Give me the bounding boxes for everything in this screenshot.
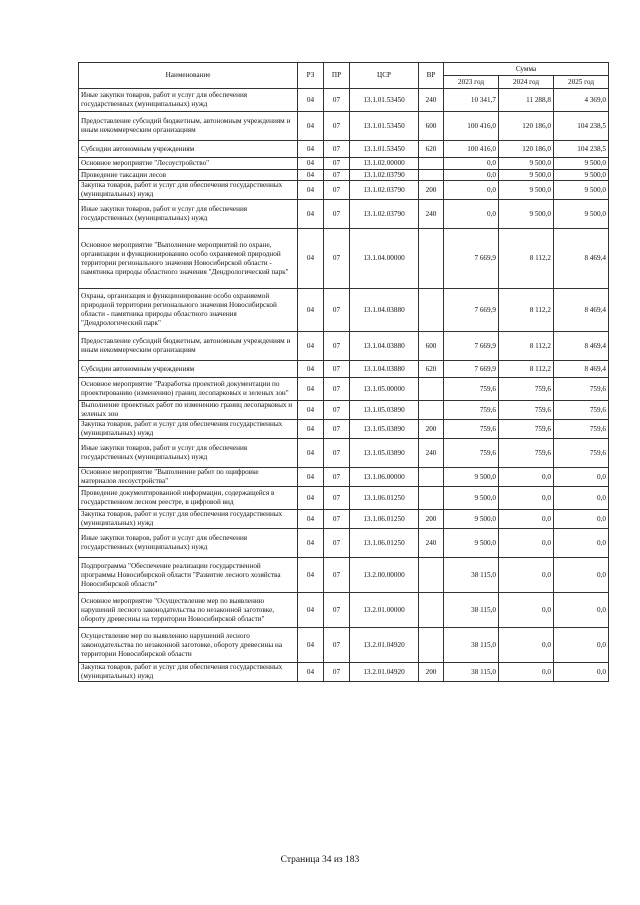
table-row: [79, 181, 609, 200]
cell-sum-2024: 120 186,0: [499, 141, 554, 158]
cell-sum-2025: 8 469,4: [554, 289, 609, 332]
cell-rz: 04: [298, 200, 324, 229]
cell-sum-2025: 9 500,0: [554, 200, 609, 229]
cell-sum-2023: 7 669,9: [444, 361, 499, 378]
cell-sum-2024: 0,0: [499, 487, 554, 510]
cell-sum-2023: 759,6: [444, 439, 499, 468]
cell-pr: 07: [324, 158, 350, 170]
cell-pr: 07: [324, 89, 350, 112]
cell-sum-2023: 100 416,0: [444, 141, 499, 158]
cell-pr: 07: [324, 628, 350, 663]
cell-name: Субсидии автономным учреждениям: [79, 361, 298, 378]
cell-pr: 07: [324, 439, 350, 468]
cell-csr: 13.1.05.03890: [350, 420, 419, 439]
cell-sum-2025: 759,6: [554, 378, 609, 401]
table-row: [79, 487, 609, 510]
cell-sum-2024: 11 288,8: [499, 89, 554, 112]
cell-name: Иные закупки товаров, работ и услуг для обеспечения государственных (муниципальных) нужд: [79, 439, 298, 468]
header-year-2024: 2024 год: [499, 76, 554, 89]
budget-table: [78, 62, 609, 682]
cell-sum-2024: 8 112,2: [499, 332, 554, 361]
cell-sum-2023: 0,0: [444, 181, 499, 200]
table-row: [79, 229, 609, 289]
cell-sum-2023: 9 500,0: [444, 529, 499, 558]
cell-csr: 13.1.05.03890: [350, 401, 419, 420]
cell-rz: 04: [298, 181, 324, 200]
cell-name: Основное мероприятие "Выполнение работ по оцифровке материалов лесоустройства": [79, 468, 298, 487]
cell-sum-2024: 759,6: [499, 378, 554, 401]
cell-rz: 04: [298, 529, 324, 558]
cell-sum-2023: 38 115,0: [444, 593, 499, 628]
cell-name: Предоставление субсидий бюджетным, автономным учреждениям и иным некоммерческим организациям: [79, 332, 298, 361]
cell-pr: 07: [324, 510, 350, 529]
header-year-2023: 2023 год: [444, 76, 499, 89]
cell-name: Закупка товаров, работ и услуг для обеспечения государственных (муниципальных) нужд: [79, 510, 298, 529]
cell-name: Закупка товаров, работ и услуг для обеспечения государственных (муниципальных) нужд: [79, 663, 298, 682]
cell-sum-2025: 0,0: [554, 468, 609, 487]
cell-sum-2024: 0,0: [499, 529, 554, 558]
cell-csr: 13.1.04.03880: [350, 289, 419, 332]
table-row: [79, 158, 609, 170]
cell-sum-2024: 9 500,0: [499, 181, 554, 200]
cell-sum-2025: 9 500,0: [554, 158, 609, 170]
cell-rz: 04: [298, 332, 324, 361]
header-rz: РЗ: [298, 63, 324, 89]
cell-csr: 13.1.04.03880: [350, 332, 419, 361]
cell-csr: 13.2.00.00000: [350, 558, 419, 593]
cell-vr: [419, 628, 444, 663]
cell-sum-2023: 0,0: [444, 170, 499, 181]
cell-name: Иные закупки товаров, работ и услуг для обеспечения государственных (муниципальных) нужд: [79, 200, 298, 229]
cell-name: Основное мероприятие "Лесоустройство": [79, 158, 298, 170]
cell-vr: [419, 558, 444, 593]
cell-sum-2024: 0,0: [499, 593, 554, 628]
cell-rz: 04: [298, 401, 324, 420]
cell-vr: [419, 229, 444, 289]
table-header: [79, 63, 609, 89]
cell-vr: 240: [419, 200, 444, 229]
table-row: [79, 663, 609, 682]
cell-sum-2023: 38 115,0: [444, 558, 499, 593]
cell-sum-2024: 0,0: [499, 558, 554, 593]
cell-sum-2025: 9 500,0: [554, 170, 609, 181]
cell-csr: 13.1.06.00000: [350, 468, 419, 487]
cell-sum-2023: 100 416,0: [444, 112, 499, 141]
cell-rz: 04: [298, 663, 324, 682]
cell-sum-2023: 7 669,9: [444, 332, 499, 361]
cell-vr: [419, 593, 444, 628]
table-row: [79, 558, 609, 593]
cell-sum-2024: 120 186,0: [499, 112, 554, 141]
cell-name: Иные закупки товаров, работ и услуг для обеспечения государственных (муниципальных) нужд: [79, 89, 298, 112]
cell-sum-2023: 38 115,0: [444, 663, 499, 682]
cell-vr: 600: [419, 332, 444, 361]
cell-pr: 07: [324, 420, 350, 439]
cell-vr: 240: [419, 89, 444, 112]
cell-rz: 04: [298, 229, 324, 289]
cell-sum-2024: 0,0: [499, 663, 554, 682]
cell-sum-2023: 7 669,9: [444, 229, 499, 289]
cell-csr: 13.1.04.03880: [350, 361, 419, 378]
cell-sum-2025: 8 469,4: [554, 229, 609, 289]
cell-sum-2024: 0,0: [499, 468, 554, 487]
header-year-2025: 2025 год: [554, 76, 609, 89]
cell-sum-2025: 0,0: [554, 558, 609, 593]
cell-sum-2023: 9 500,0: [444, 510, 499, 529]
cell-vr: [419, 378, 444, 401]
cell-vr: [419, 401, 444, 420]
cell-rz: 04: [298, 158, 324, 170]
page-number: Страница 34 из 183: [280, 855, 360, 865]
cell-csr: 13.2.01.00000: [350, 593, 419, 628]
table-row: [79, 378, 609, 401]
cell-csr: 13.1.06.01250: [350, 510, 419, 529]
cell-name: Предоставление субсидий бюджетным, автономным учреждениям и иным некоммерческим организациям: [79, 112, 298, 141]
table-row: [79, 593, 609, 628]
cell-rz: 04: [298, 439, 324, 468]
cell-sum-2025: 0,0: [554, 487, 609, 510]
cell-sum-2024: 8 112,2: [499, 229, 554, 289]
cell-name: Основное мероприятие "Выполнение мероприятий по охране, организации и функционированию особо охраняемой природной территории регионального значения Новосибирской области - памятника природы областного значения "Дендрологический парк": [79, 229, 298, 289]
cell-name: Подпрограмма "Обеспечение реализации государственной программы Новосибирской области "Развитие лесного хозяйства Новосибирской области": [79, 558, 298, 593]
cell-pr: 07: [324, 468, 350, 487]
cell-name: Субсидии автономным учреждениям: [79, 141, 298, 158]
cell-pr: 07: [324, 112, 350, 141]
cell-name: Иные закупки товаров, работ и услуг для обеспечения государственных (муниципальных) нужд: [79, 529, 298, 558]
cell-pr: 07: [324, 529, 350, 558]
cell-rz: 04: [298, 289, 324, 332]
cell-sum-2023: 759,6: [444, 401, 499, 420]
cell-sum-2025: 9 500,0: [554, 181, 609, 200]
cell-sum-2024: 759,6: [499, 439, 554, 468]
cell-sum-2023: 38 115,0: [444, 628, 499, 663]
table-row: [79, 510, 609, 529]
cell-sum-2023: 759,6: [444, 420, 499, 439]
cell-sum-2024: 9 500,0: [499, 170, 554, 181]
cell-vr: 620: [419, 141, 444, 158]
cell-name: Выполнение проектных работ по изменению границ лесопарковых и зеленых зон: [79, 401, 298, 420]
cell-rz: 04: [298, 628, 324, 663]
cell-vr: 200: [419, 663, 444, 682]
cell-pr: 07: [324, 593, 350, 628]
cell-sum-2024: 0,0: [499, 628, 554, 663]
table-row: [79, 289, 609, 332]
cell-rz: 04: [298, 141, 324, 158]
table-row: [79, 401, 609, 420]
cell-sum-2025: 8 469,4: [554, 361, 609, 378]
cell-csr: 13.1.01.53450: [350, 141, 419, 158]
cell-rz: 04: [298, 378, 324, 401]
header-name: Наименование: [79, 63, 298, 89]
cell-rz: 04: [298, 468, 324, 487]
cell-pr: 07: [324, 663, 350, 682]
cell-name: Основное мероприятие "Разработка проектной документации по проектированию (изменению) границ лесопарковых и зеленых зон": [79, 378, 298, 401]
cell-sum-2023: 9 500,0: [444, 487, 499, 510]
table-row: [79, 468, 609, 487]
cell-pr: 07: [324, 289, 350, 332]
cell-csr: 13.1.01.53450: [350, 89, 419, 112]
cell-rz: 04: [298, 361, 324, 378]
cell-pr: 07: [324, 487, 350, 510]
cell-sum-2024: 8 112,2: [499, 289, 554, 332]
cell-sum-2023: 7 669,9: [444, 289, 499, 332]
cell-rz: 04: [298, 510, 324, 529]
cell-sum-2023: 0,0: [444, 158, 499, 170]
cell-rz: 04: [298, 558, 324, 593]
header-pr: ПР: [324, 63, 350, 89]
cell-sum-2024: 759,6: [499, 420, 554, 439]
cell-rz: 04: [298, 170, 324, 181]
cell-pr: 07: [324, 378, 350, 401]
cell-vr: 240: [419, 529, 444, 558]
cell-vr: 200: [419, 510, 444, 529]
cell-vr: 200: [419, 420, 444, 439]
cell-csr: 13.1.06.01250: [350, 487, 419, 510]
header-csr: ЦСР: [350, 63, 419, 89]
table-row: [79, 332, 609, 361]
cell-vr: 620: [419, 361, 444, 378]
table-row: [79, 361, 609, 378]
cell-csr: 13.2.01.04920: [350, 628, 419, 663]
cell-rz: 04: [298, 420, 324, 439]
cell-pr: 07: [324, 401, 350, 420]
cell-rz: 04: [298, 487, 324, 510]
cell-vr: 240: [419, 439, 444, 468]
cell-csr: 13.1.02.03790: [350, 200, 419, 229]
cell-vr: [419, 170, 444, 181]
table-row: [79, 141, 609, 158]
table-row: [79, 529, 609, 558]
cell-vr: [419, 487, 444, 510]
cell-sum-2025: 0,0: [554, 593, 609, 628]
cell-name: Проведение документированной информации, содержащейся в государственном лесном реестре, в цифровой вид: [79, 487, 298, 510]
cell-sum-2025: 0,0: [554, 510, 609, 529]
cell-name: Закупка товаров, работ и услуг для обеспечения государственных (муниципальных) нужд: [79, 420, 298, 439]
cell-sum-2023: 0,0: [444, 200, 499, 229]
cell-sum-2024: 0,0: [499, 510, 554, 529]
cell-pr: 07: [324, 141, 350, 158]
cell-csr: 13.1.06.01250: [350, 529, 419, 558]
cell-pr: 07: [324, 229, 350, 289]
cell-sum-2024: 759,6: [499, 401, 554, 420]
cell-sum-2025: 104 238,5: [554, 112, 609, 141]
cell-csr: 13.1.05.03890: [350, 439, 419, 468]
cell-sum-2025: 759,6: [554, 401, 609, 420]
cell-sum-2025: 0,0: [554, 628, 609, 663]
table-row: [79, 200, 609, 229]
cell-vr: 200: [419, 181, 444, 200]
table-row: [79, 420, 609, 439]
cell-vr: [419, 289, 444, 332]
cell-name: Охрана, организация и функционирование особо охраняемой природной территории регионального значения Новосибирской области - памятника природы областного значения "Дендрологический парк": [79, 289, 298, 332]
header-vr: ВР: [419, 63, 444, 89]
table-body: [79, 89, 609, 682]
cell-sum-2024: 9 500,0: [499, 158, 554, 170]
cell-sum-2025: 0,0: [554, 529, 609, 558]
cell-csr: 13.1.02.03790: [350, 170, 419, 181]
cell-csr: 13.2.01.04920: [350, 663, 419, 682]
cell-name: Основное мероприятие "Осуществление мер по выявлению нарушений лесного законодательства по незаконной заготовке, обороту древесины на территории Новосибирской области": [79, 593, 298, 628]
cell-rz: 04: [298, 593, 324, 628]
cell-pr: 07: [324, 361, 350, 378]
cell-sum-2025: 0,0: [554, 663, 609, 682]
cell-sum-2025: 8 469,4: [554, 332, 609, 361]
table-row: [79, 439, 609, 468]
cell-pr: 07: [324, 200, 350, 229]
cell-sum-2023: 759,6: [444, 378, 499, 401]
cell-name: Закупка товаров, работ и услуг для обеспечения государственных (муниципальных) нужд: [79, 181, 298, 200]
cell-csr: 13.1.01.53450: [350, 112, 419, 141]
cell-vr: [419, 468, 444, 487]
cell-pr: 07: [324, 558, 350, 593]
cell-vr: 600: [419, 112, 444, 141]
cell-csr: 13.1.04.00000: [350, 229, 419, 289]
cell-sum-2024: 9 500,0: [499, 200, 554, 229]
header-sum: Сумма: [444, 63, 609, 76]
table-row: [79, 628, 609, 663]
cell-csr: 13.1.02.03790: [350, 181, 419, 200]
cell-sum-2025: 4 369,0: [554, 89, 609, 112]
cell-csr: 13.1.05.00000: [350, 378, 419, 401]
table-row: [79, 170, 609, 181]
cell-name: Осуществление мер по выявлению нарушений лесного законодательства по незаконной заготовке, обороту древесины на территории Новосибирской области: [79, 628, 298, 663]
cell-sum-2024: 8 112,2: [499, 361, 554, 378]
cell-rz: 04: [298, 89, 324, 112]
cell-pr: 07: [324, 332, 350, 361]
cell-vr: [419, 158, 444, 170]
cell-sum-2025: 759,6: [554, 420, 609, 439]
cell-sum-2025: 759,6: [554, 439, 609, 468]
cell-pr: 07: [324, 170, 350, 181]
table-row: [79, 112, 609, 141]
cell-sum-2023: 10 341,7: [444, 89, 499, 112]
cell-csr: 13.1.02.00000: [350, 158, 419, 170]
table-row: [79, 89, 609, 112]
cell-sum-2023: 9 500,0: [444, 468, 499, 487]
cell-name: Проведение таксации лесов: [79, 170, 298, 181]
cell-pr: 07: [324, 181, 350, 200]
cell-rz: 04: [298, 112, 324, 141]
cell-sum-2025: 104 238,5: [554, 141, 609, 158]
